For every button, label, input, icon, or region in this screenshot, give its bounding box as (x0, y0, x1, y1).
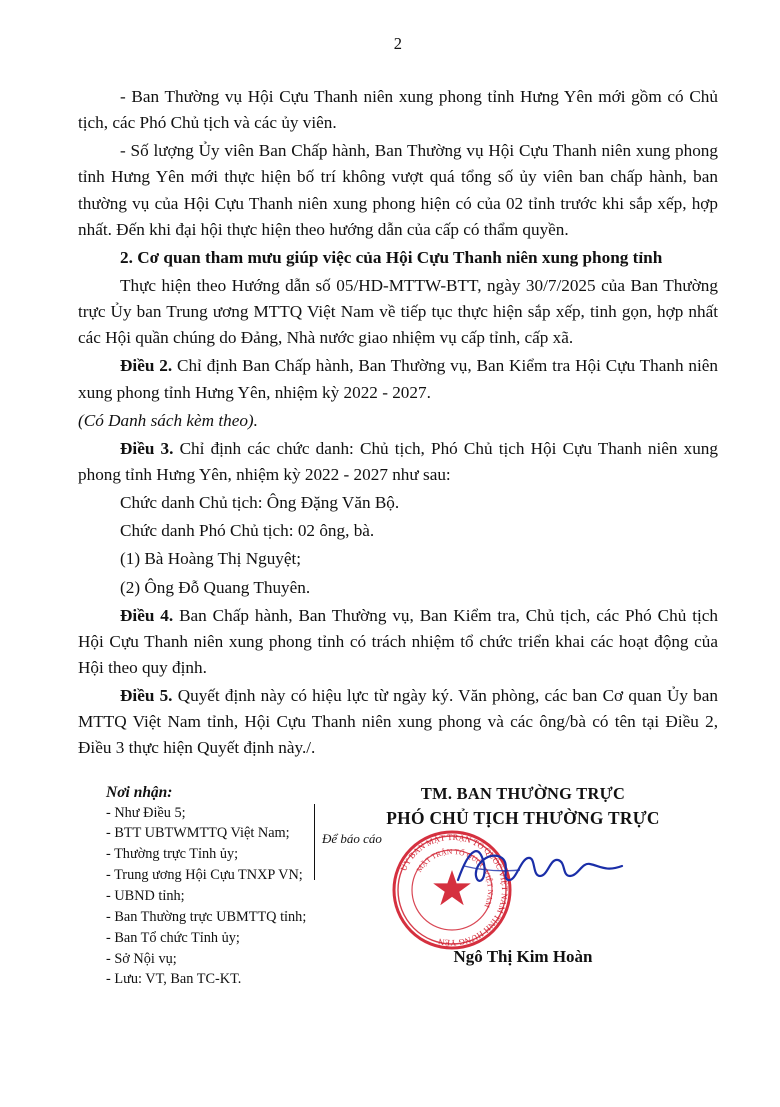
paragraph-4: Thực hiện theo Hướng dẫn số 05/HD-MTTW-BTT, ngày 30/7/2025 của Ban Thường trực Ủy ban Trung ương MTTQ Việt Nam về tiếp tục thực hiện sắp xếp, tinh gọn, hợp nhất các Hội quần chúng do Đảng, Nhà nước giao nhiệm vụ cấp tỉnh, cấp xã. (78, 275, 718, 348)
attachment-note: (Có Danh sách kèm theo). (78, 410, 258, 430)
paragraph-2: - Số lượng Ủy viên Ban Chấp hành, Ban Thường vụ Hội Cựu Thanh niên xung phong tỉnh Hưng Yên mới thực hiện bố trí không vượt quá tổng số ủy viên ban chấp hành, ban thường vụ của Hội Cựu Thanh niên xung phong hiện có của 02 tỉnh trước khi sắp xếp, hợp nhất. Đến khi đại hội thực hiện theo hướng dẫn của cấp có thẩm quyền. (78, 141, 718, 239)
svg-text:MẶT TRẬN TỔ QUỐC VIỆT NAM: MẶT TRẬN TỔ QUỐC VIỆT NAM (414, 846, 496, 909)
article-3 (78, 436, 718, 488)
document-body (78, 84, 718, 762)
position-chairman: Chức danh Chủ tịch: Ông Đặng Văn Bộ. (120, 493, 400, 513)
article-4-label: Điều 4. (120, 605, 174, 625)
signature-title-line: PHÓ CHỦ TỊCH THƯỜNG TRỰC (386, 807, 660, 828)
article-5-label: Điều 5. (120, 686, 173, 706)
list-item: - Lưu: VT, Ban TC-KT. (106, 971, 242, 988)
list-item: - Trung ương Hội Cựu TNXP VN; (106, 867, 303, 884)
article-4-text: Ban Chấp hành, Ban Thường vụ, Ban Kiểm tra, Chủ tịch, các Phó Chủ tịch Hội Cựu Thanh niên xung phong tỉnh có trách nhiệm tổ chức triển khai các hoạt động của Hội theo quy định. (78, 605, 718, 677)
list-item: - BTT UBTWMTTQ Việt Nam; (106, 825, 290, 842)
section-heading-2: 2. Cơ quan tham mưu giúp việc của Hội Cựu Thanh niên xung phong tỉnh (120, 247, 663, 267)
vice-chairman-2: (2) Ông Đỗ Quang Thuyên. (120, 577, 311, 597)
article-2-text: Chỉ định Ban Chấp hành, Ban Thường vụ, Ban Kiểm tra Hội Cựu Thanh niên xung phong tỉnh Hưng Yên, nhiệm kỳ 2022 - 2027. (78, 356, 719, 402)
article-4 (78, 603, 718, 681)
position-vice-chairman: Chức danh Phó Chủ tịch: 02 ông, bà. (120, 521, 375, 541)
article-2-label: Điều 2. (120, 356, 173, 376)
list-item: - Như Điều 5; (106, 804, 186, 821)
list-item: - Sở Nội vụ; (106, 950, 177, 967)
handwritten-signature (450, 836, 630, 896)
article-2 (78, 353, 718, 405)
article-3-label: Điều 3. (120, 438, 174, 458)
recipients-note: Để báo cáo (322, 830, 382, 846)
svg-text:ỦY BAN MẶT TRẬN TỔ QUỐC VIỆT N: ỦY BAN MẶT TRẬN TỔ QUỐC VIỆT NAM TỈNH HƯNG YÊN (398, 831, 511, 948)
list-item: - UBND tỉnh; (106, 887, 185, 904)
article-3-text: Chỉ định các chức danh: Chủ tịch, Phó Chủ tịch Hội Cựu Thanh niên xung phong tỉnh Hưng Yên, nhiệm kỳ 2022 - 2027 như sau: (78, 438, 718, 484)
page-number: 2 (393, 34, 403, 53)
article-5-text: Quyết định này có hiệu lực từ ngày ký. Văn phòng, các ban Cơ quan Ủy ban MTTQ Việt Nam tỉnh, Hội Cựu Thanh niên xung phong và các ông/bà có tên tại Điều 2, Điều 3 thực hiện Quyết định này./. (78, 686, 718, 758)
signature-block (358, 784, 688, 967)
list-item: - Ban Thường trực UBMTTQ tỉnh; (106, 908, 307, 925)
article-5 (78, 683, 718, 761)
paragraph-1: - Ban Thường vụ Hội Cựu Thanh niên xung phong tỉnh Hưng Yên mới gồm có Chủ tịch, các Phó Chủ tịch và các ủy viên. (78, 87, 718, 133)
recipients-bracket (314, 804, 315, 880)
list-item: - Thường trực Tỉnh ủy; (106, 846, 239, 863)
signature-authority-line: TM. BAN THƯỜNG TRỰC (420, 783, 626, 803)
vice-chairman-1: (1) Bà Hoàng Thị Nguyệt; (120, 549, 302, 569)
document-footer (78, 784, 718, 1014)
list-item: - Ban Tổ chức Tỉnh ủy; (106, 929, 240, 946)
recipients-title: Nơi nhận: (106, 783, 173, 801)
signature-name: Ngô Thị Kim Hoàn (453, 946, 593, 966)
